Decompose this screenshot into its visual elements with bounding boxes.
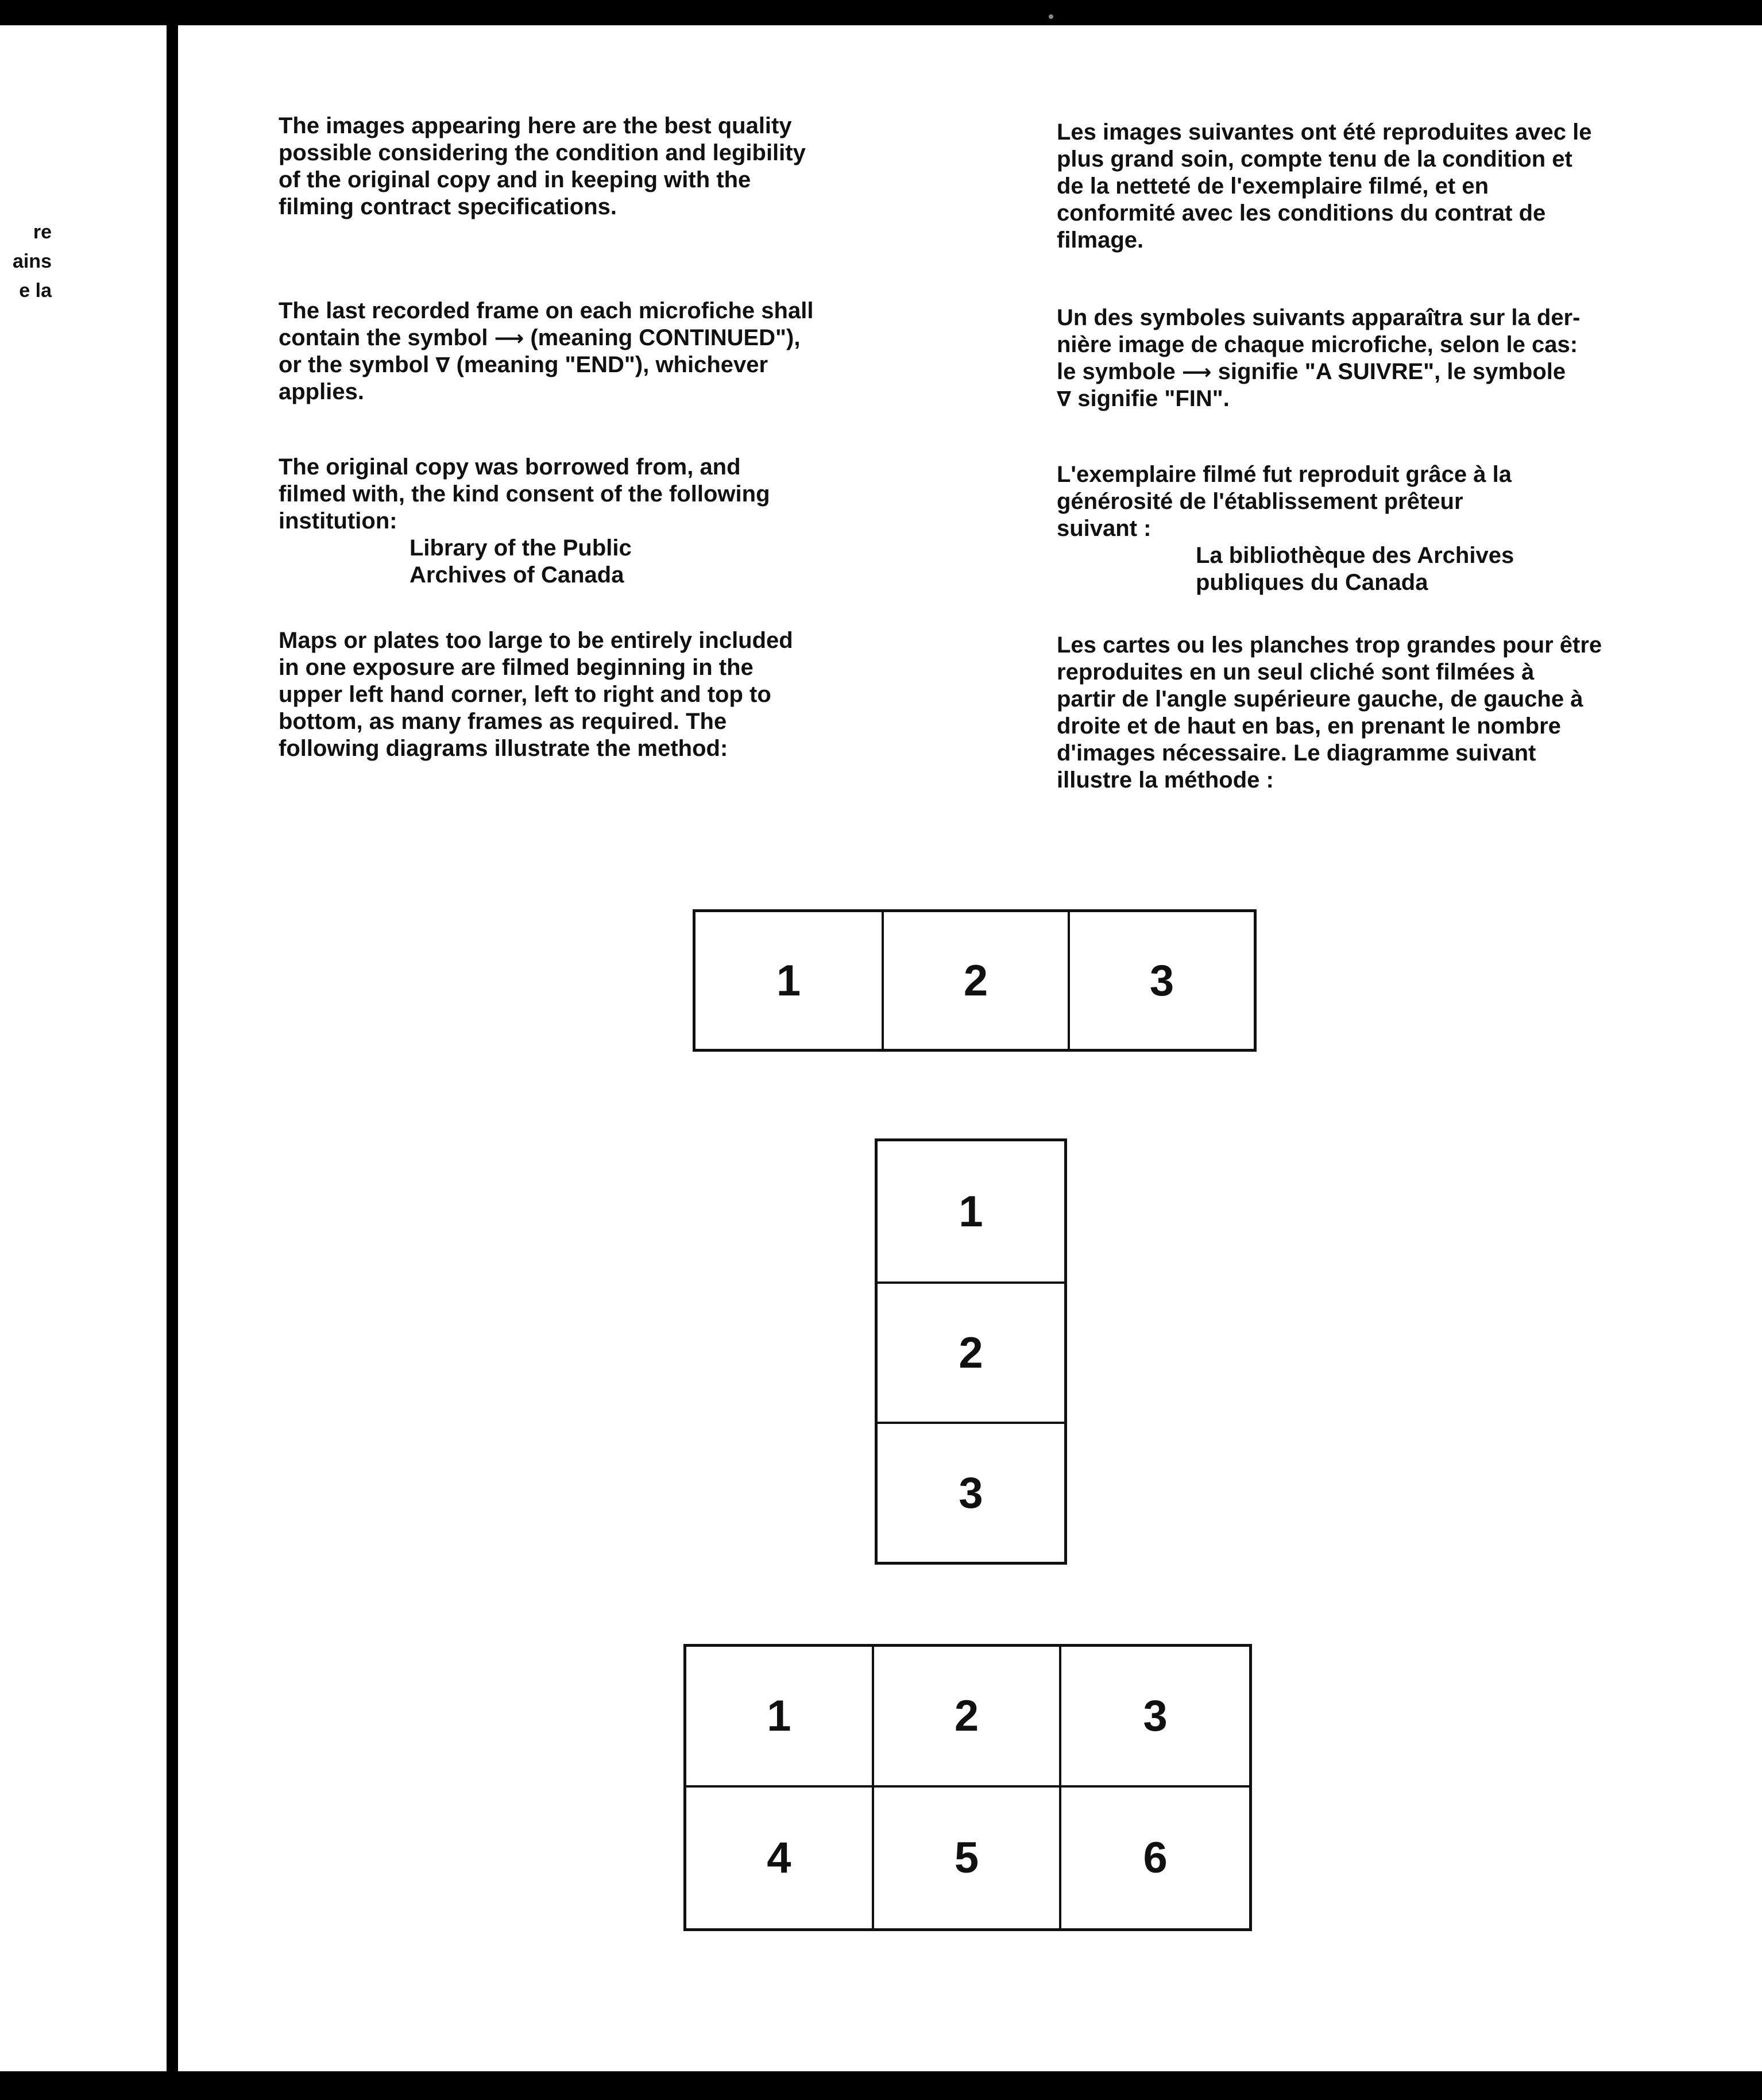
arrow-continued-icon: ⟶	[494, 326, 524, 350]
frame-divider	[167, 25, 178, 2071]
french-symbol-paragraph: Un des symboles suivants apparaîtra sur la der- nière image de chaque microfiche, selon le cas: le symbole ⟶ signifie "A SUIVRE", le symbole ∇ signifie "FIN".	[1057, 305, 1581, 411]
previous-frame-margin	[0, 25, 167, 2071]
english-quality-paragraph: The images appearing here are the best quality possible considering the condition and legibility of the original copy and in keeping with the filming contract specifications.	[279, 113, 806, 219]
frame-number-cell: 6	[1143, 1833, 1168, 1882]
english-maps-paragraph: Maps or plates too large to be entirely included in one exposure are filmed beginning in the upper left hand corner, left to right and top to bottom, as many frames as required. The following diagrams illustrate the method:	[279, 628, 793, 761]
triangle-end-icon: ∇	[1057, 387, 1072, 411]
frame-number-cell: 2	[878, 1281, 1064, 1422]
film-speck	[1049, 14, 1053, 19]
english-institution-paragraph: The original copy was borrowed from, and filmed with, the kind consent of the following institution: Library of the Public Archives of Canada	[279, 454, 916, 589]
french-maps-paragraph: Les cartes ou les planches trop grandes pour être reproduites en un seul cliché sont filmées à partir de l'angle supérieure gauche, de gauche à droite et de haut en bas, en prenant le nombre d'images nécessaire. Le diagramme suivant illustre la méthode :	[1057, 632, 1602, 793]
horizontal-frame-diagram	[693, 909, 1257, 1052]
frame-number-cell: 3	[878, 1422, 1064, 1562]
frame-number-cell: 3	[1068, 912, 1254, 1049]
film-border-bottom	[0, 2071, 1762, 2100]
institution-name-line: La bibliothèque des Archives	[1196, 543, 1514, 568]
grid-frame-diagram	[683, 1644, 1252, 1931]
frame-number-cell: 2	[874, 1647, 1062, 1788]
vertical-frame-diagram	[875, 1138, 1067, 1565]
film-border-top	[0, 0, 1762, 25]
previous-frame-text-fragment: re ains e la	[12, 221, 52, 302]
frame-number-cell: 5	[874, 1788, 1062, 1928]
french-institution-paragraph: L'exemplaire filmé fut reproduit grâce à la générosité de l'établissement prêteur suivant : La bibliothèque des Archives publiques du Canada	[1057, 461, 1694, 596]
frame-number-cell: 2	[882, 912, 1068, 1049]
arrow-continued-icon: ⟶	[1181, 360, 1212, 384]
french-quality-paragraph: Les images suivantes ont été reproduites avec le plus grand soin, compte tenu de la condition et de la netteté de l'exemplaire filmé, et en conformité avec les conditions du contrat de filmage.	[1057, 119, 1592, 253]
english-symbol-paragraph: The last recorded frame on each microfiche shall contain the symbol ⟶ (meaning CONTINUED"), or the symbol ∇ (meaning "END"), whichever applies.	[279, 298, 814, 404]
frame-number-cell: 4	[686, 1788, 874, 1928]
frame-number-cell: 1	[776, 956, 801, 1005]
institution-name-line: publiques du Canada	[1196, 570, 1428, 595]
institution-name-line: Library of the Public	[409, 535, 632, 561]
frame-number-cell: 1	[686, 1647, 874, 1788]
frame-number-cell: 3	[1061, 1647, 1249, 1788]
frame-number-cell: 1	[959, 1187, 983, 1236]
institution-name-line: Archives of Canada	[409, 562, 624, 588]
triangle-end-icon: ∇	[435, 353, 450, 377]
